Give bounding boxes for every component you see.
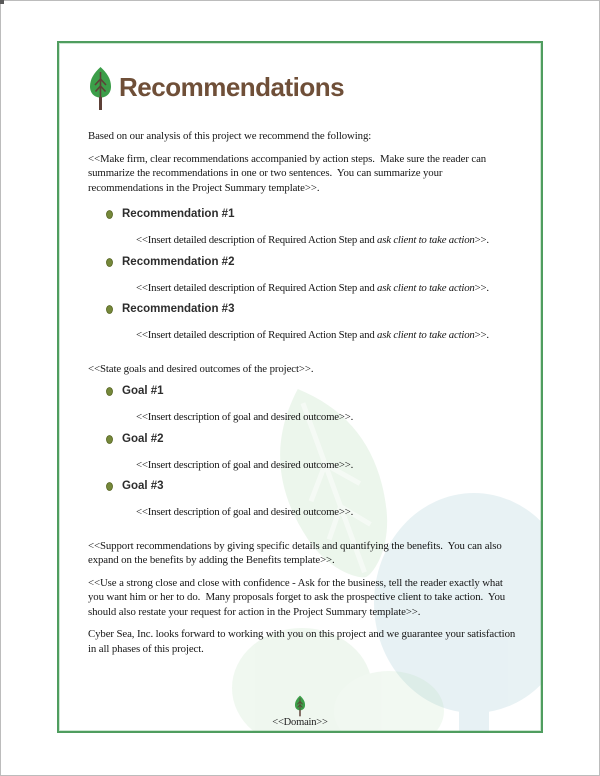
goal-3-heading [106, 479, 517, 494]
recommendation-2-label: Recommendation #2 [122, 255, 235, 268]
goal-1-description: <<Insert description of goal and desired outcome>>. [136, 411, 354, 423]
make-firm-paragraph: <<Make firm, clear recommendations accompanied by action steps. Make sure the reader can summarize the recommendations in one or two sentences. You can summarize your recommendations in the Project Summary template>>. [88, 152, 489, 194]
rec-desc-italic: ask client to take action [377, 329, 475, 341]
recommendation-2-heading [106, 255, 517, 270]
footer-tree-icon [294, 695, 306, 717]
recommendation-3-label: Recommendation #3 [122, 303, 235, 315]
rec-desc-suffix: >>. [474, 234, 489, 246]
rec-desc-italic: ask client to take action [377, 281, 475, 294]
page-title: Recommendations [119, 72, 345, 102]
support-paragraph: <<Support recommendations by giving specific details and quantifying the benefits. You can also expand on the benefits by adding the Benefits template>>. [88, 539, 505, 566]
rec-desc-suffix: >>. [474, 329, 489, 341]
recommendation-1-heading [106, 207, 517, 222]
page-footer [59, 695, 541, 728]
leaf-bullet-icon [106, 258, 113, 267]
goal-2-label: Goal #2 [122, 432, 164, 445]
recommendation-2-description [136, 281, 517, 296]
document-page [57, 41, 543, 733]
tree-logo-icon [88, 66, 113, 111]
leaf-bullet-icon [106, 435, 113, 444]
intro-paragraph: Based on our analysis of this project we recommend the following: [88, 130, 372, 142]
page-header [88, 65, 517, 111]
goal-2-description: <<Insert description of goal and desired outcome>>. [136, 458, 354, 471]
goal-1-label: Goal #1 [122, 385, 164, 397]
rec-desc-prefix: <<Insert detailed description of Required Action Step and [136, 329, 378, 341]
rec-desc-prefix: <<Insert detailed description of Required Action Step and [136, 281, 378, 294]
goals-intro-paragraph: <<State goals and desired outcomes of the project>>. [88, 362, 314, 375]
recommendation-1-label: Recommendation #1 [122, 208, 235, 220]
leaf-bullet-icon [106, 210, 113, 219]
leaf-bullet-icon [106, 387, 113, 396]
goal-2-heading [106, 432, 517, 447]
goal-1-heading [106, 384, 517, 399]
goal-3-label: Goal #3 [122, 480, 164, 492]
leaf-bullet-icon [106, 482, 113, 491]
page-content [59, 43, 541, 656]
recommendation-3-heading [106, 302, 517, 317]
rec-desc-prefix: <<Insert detailed description of Required Action Step and [136, 234, 378, 246]
leaf-bullet-icon [106, 305, 113, 314]
footer-domain-placeholder: <<Domain>> [272, 717, 328, 728]
closing-paragraph: Cyber Sea, Inc. looks forward to working with you on this project and we guarantee your satisfaction in all phases of this project. [88, 628, 518, 655]
scan-corner-artifact [0, 0, 4, 4]
rec-desc-italic: ask client to take action [377, 234, 475, 246]
recommendation-3-description [136, 328, 517, 343]
rec-desc-suffix: >>. [474, 281, 489, 294]
recommendation-1-description [136, 233, 517, 248]
strong-close-paragraph: <<Use a strong close and close with confidence - Ask for the business, tell the reader exactly what you want him or her to do. Many proposals forget to ask the prospective client to take action. You should also restate your request for action in the Project Summary template>>. [88, 576, 508, 618]
goal-3-description: <<Insert description of goal and desired outcome>>. [136, 506, 354, 518]
